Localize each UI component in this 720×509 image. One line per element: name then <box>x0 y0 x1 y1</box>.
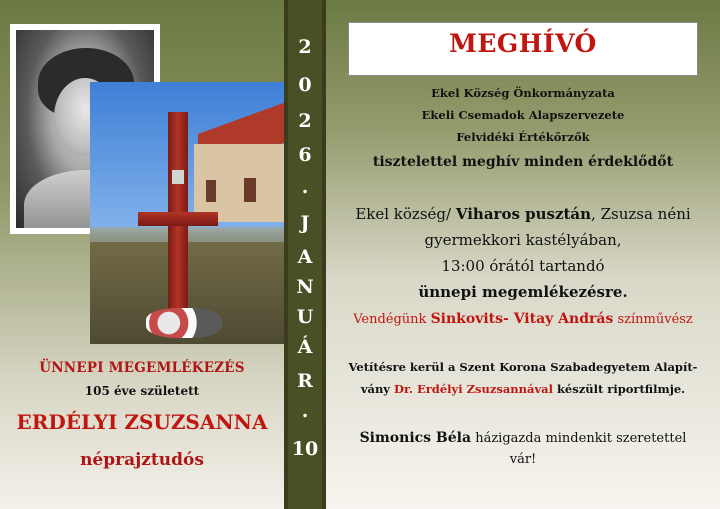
date-char: A <box>297 246 313 268</box>
invitation-banner <box>348 22 698 76</box>
date-strip <box>284 0 326 509</box>
event-heading: ÜNNEPI MEGEMLÉKEZÉS <box>39 360 245 376</box>
invite-line: tisztelettel meghív minden érdeklődőt <box>372 154 674 170</box>
date-char: 2 <box>298 36 312 58</box>
date-char: 10 <box>291 438 319 460</box>
venue-time: 13:00 órától tartandó <box>441 257 605 275</box>
date-char: . <box>301 176 309 198</box>
organizer-1: Ekel Község Önkormányzata <box>431 86 615 100</box>
date-char: J <box>300 212 310 234</box>
organizer-2: Ekeli Csemadok Alapszervezete <box>421 108 625 122</box>
venue-line-2: gyermekkori kastélyában, <box>424 231 622 249</box>
venue-line-1: Ekel község/ Viharos pusztán, Zsuzsa néni <box>355 205 691 223</box>
host-name: Simonics Béla <box>359 430 472 446</box>
organizer-3: Felvidéki Értékőrzők <box>456 130 590 144</box>
date-char: Á <box>297 336 313 358</box>
date-char: R <box>297 370 313 392</box>
film-line-1: Vetítésre kerül a Szent Korona Szabadegyetem Alapít- <box>348 360 698 374</box>
date-char: 2 <box>298 110 312 132</box>
date-char: 6 <box>298 144 312 166</box>
honoree-name: ERDÉLYI ZSUZSANNA <box>16 410 268 434</box>
date-char: U <box>296 306 314 328</box>
event-subtitle: 105 éve született <box>84 384 200 398</box>
guest-line: Vendégünk Sinkovits- Vitay András színművész <box>353 311 693 327</box>
memorial-cross-photo <box>90 82 284 344</box>
date-char: . <box>301 400 309 422</box>
host-line: Simonics Béla házigazda mindenkit szeretettel <box>359 430 687 446</box>
guest-name: Sinkovits- Vitay András <box>430 311 614 327</box>
date-char: N <box>296 276 314 298</box>
venue-place: Viharos pusztán <box>455 205 592 223</box>
film-line-2: vány Dr. Erdélyi Zsuzsannával készült riportfilmje. <box>360 382 686 396</box>
invitation-title: MEGHÍVÓ <box>449 29 597 58</box>
venue-event: ünnepi megemlékezésre. <box>418 283 628 301</box>
date-char: 0 <box>298 74 312 96</box>
host-line-end: vár! <box>509 452 537 467</box>
film-person: Dr. Erdélyi Zsuzsannával <box>394 382 553 396</box>
honoree-profession: néprajztudós <box>80 450 204 470</box>
